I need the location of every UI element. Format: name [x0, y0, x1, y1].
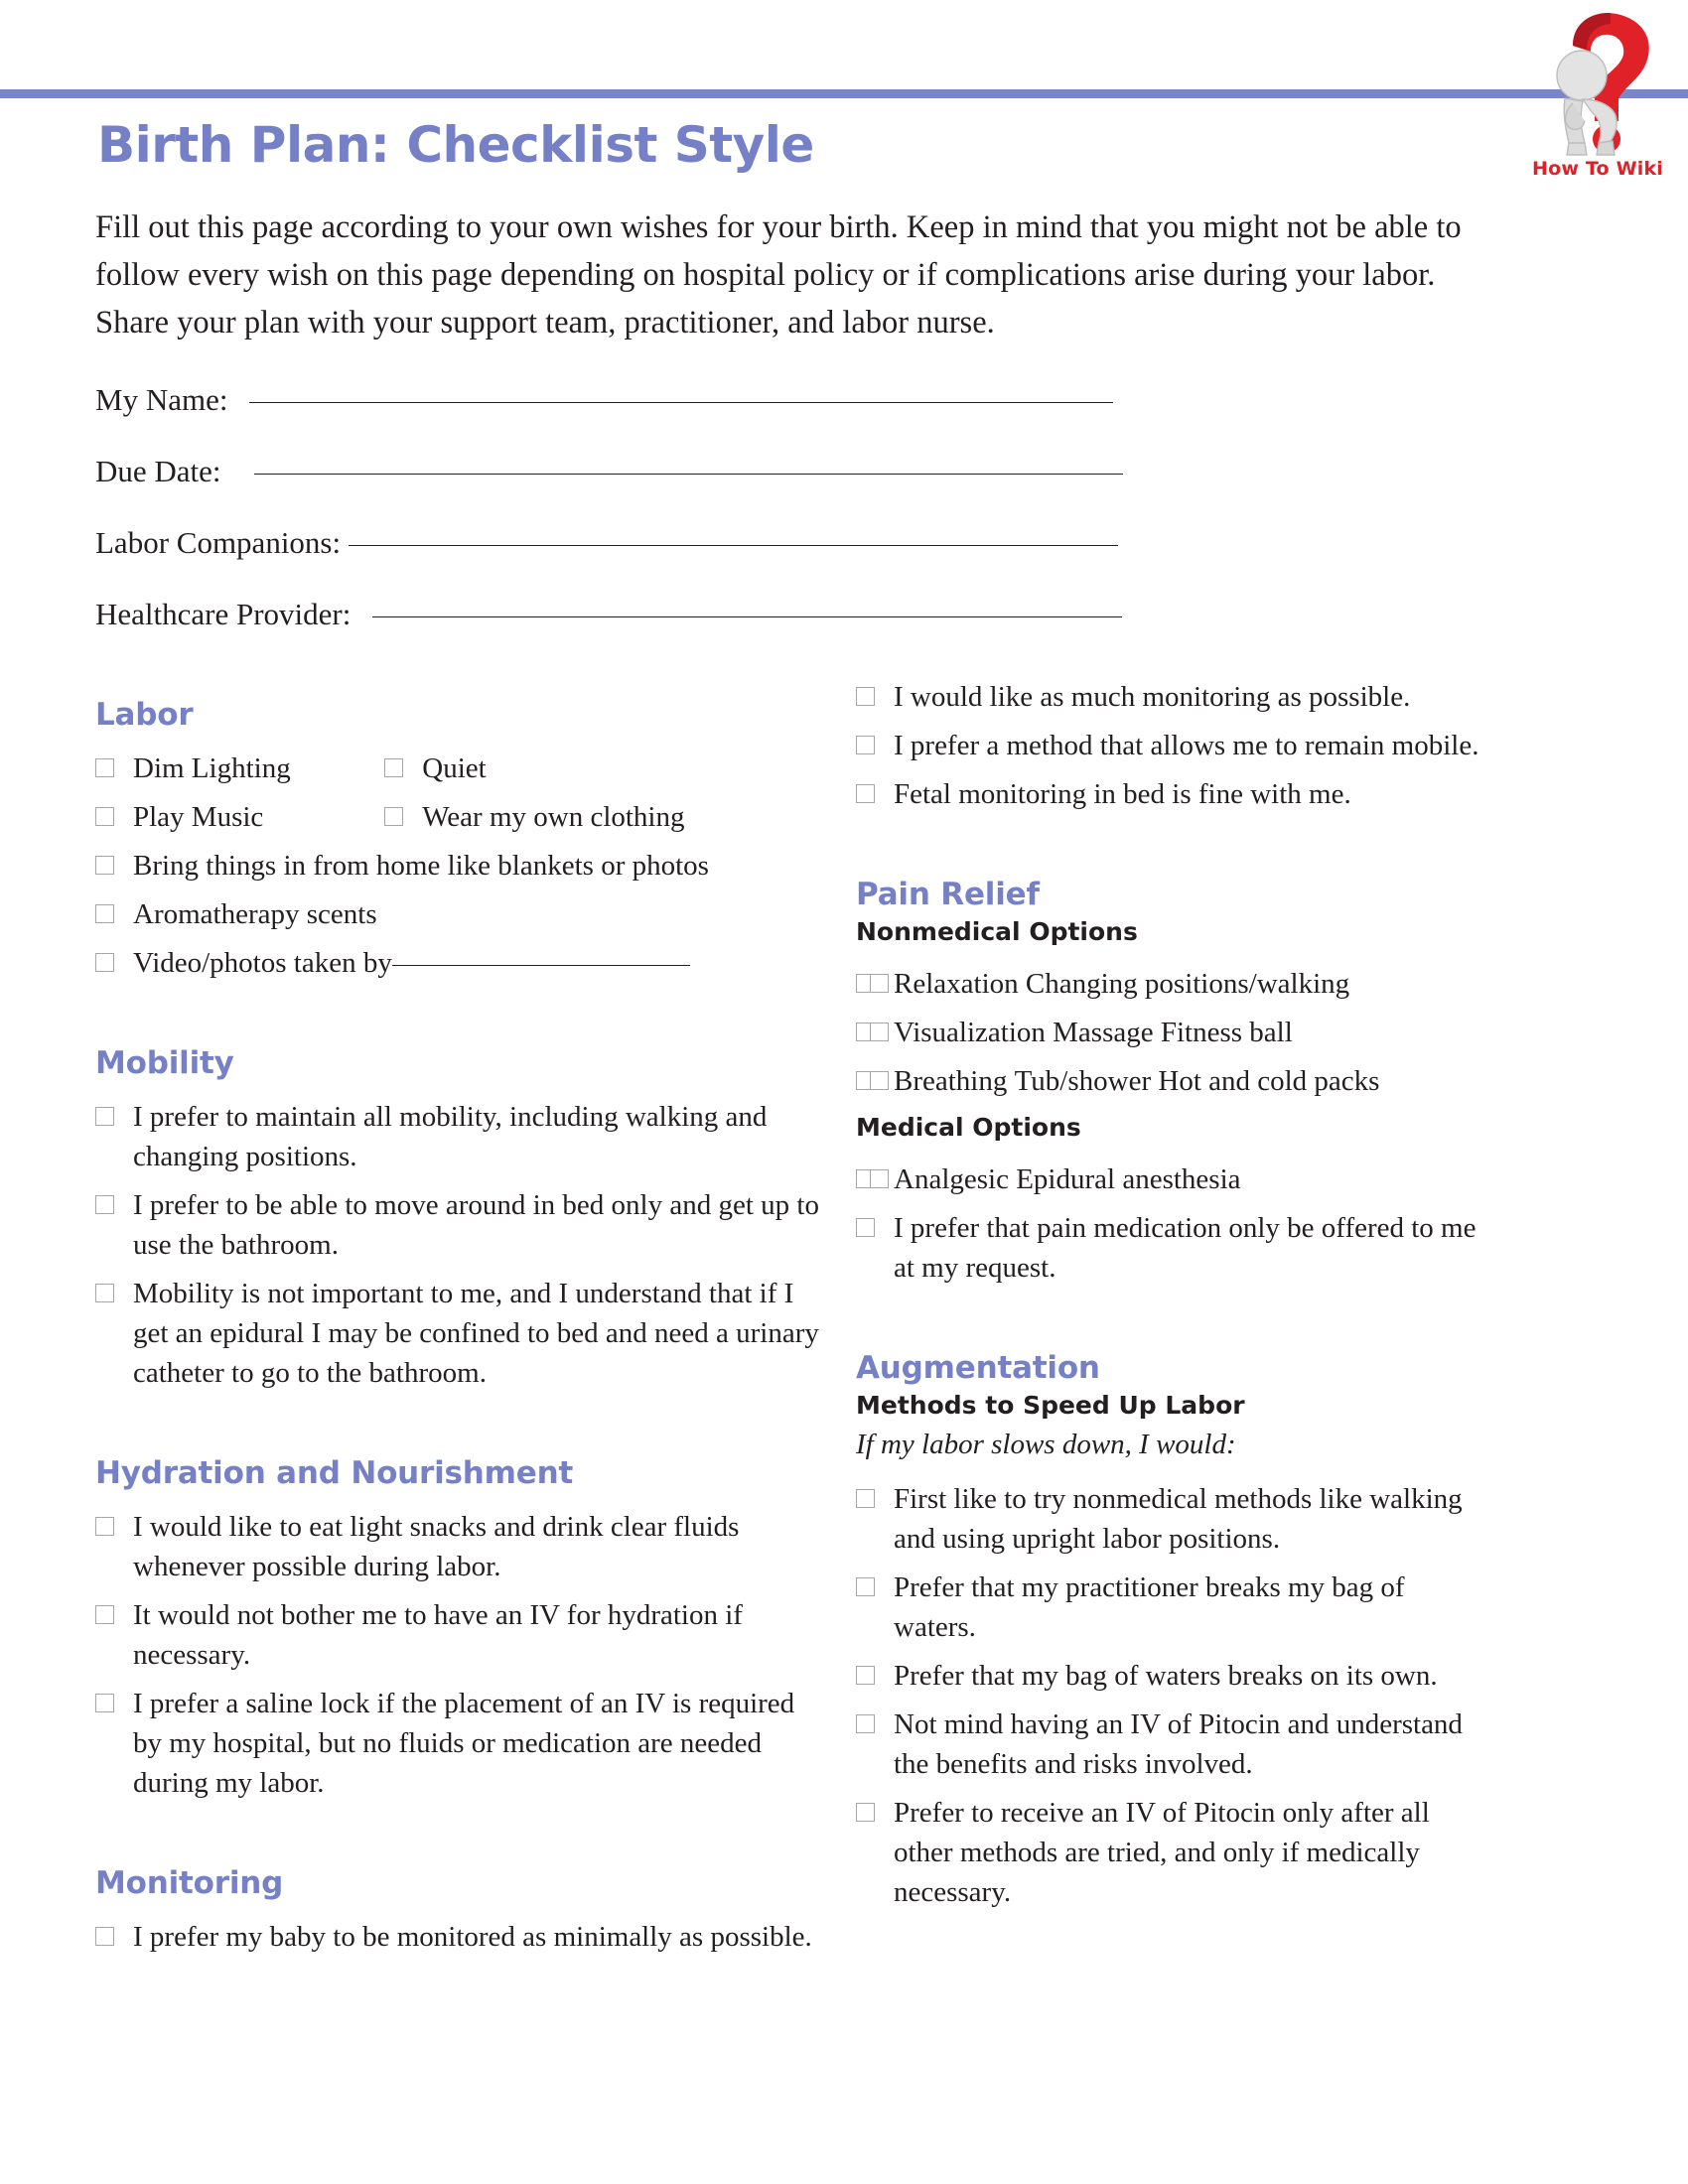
checkbox-icon[interactable] — [870, 974, 889, 993]
subsection-heading-methods-to-speed-up-labor: Methods to Speed Up Labor — [856, 1391, 1245, 1420]
checkbox-icon[interactable] — [856, 1666, 875, 1685]
checkbox-row-play-music[interactable] — [95, 797, 377, 837]
checkbox-label: Fetal monitoring in bed is fine with me. — [894, 778, 1351, 810]
checkbox-icon[interactable] — [870, 1023, 889, 1041]
list-item[interactable] — [856, 774, 1491, 814]
list-item[interactable] — [95, 1507, 830, 1586]
checkbox-icon[interactable] — [95, 1284, 114, 1302]
checkbox-label: It would not bother me to have an IV for hydration if necessary. — [133, 1599, 743, 1671]
checkbox-icon[interactable] — [856, 687, 875, 706]
video-photos-blank-line[interactable] — [392, 965, 690, 966]
right-column — [856, 681, 1491, 1921]
checkbox-icon[interactable] — [856, 784, 875, 803]
section-heading-labor: Labor — [95, 697, 194, 733]
intro-paragraph: Fill out this page according to your own wishes for your birth. Keep in mind that you might not be able to follow every wish on this page depending on hospital policy or if complications arise during your labor. Share your plan with your support team, practitioner, and labor nurse. — [95, 209, 1462, 341]
list-item[interactable] — [95, 1274, 830, 1393]
checkbox-icon[interactable] — [95, 953, 114, 972]
list-item[interactable] — [856, 1793, 1491, 1912]
checkbox-label: Analgesic — [894, 1163, 1009, 1195]
section-heading-monitoring: Monitoring — [95, 1865, 284, 1901]
checkbox-icon[interactable] — [95, 1927, 114, 1946]
list-item[interactable] — [95, 1185, 830, 1265]
checkbox-icon[interactable] — [95, 807, 114, 826]
checkbox-icon[interactable] — [856, 1218, 875, 1237]
list-item[interactable] — [95, 1097, 830, 1176]
checkbox-icon[interactable] — [856, 736, 875, 754]
logo-caption: How To Wiki — [1531, 158, 1664, 180]
section-heading-hydration-and-nourishment: Hydration and Nourishment — [95, 1455, 574, 1491]
checkbox-icon[interactable] — [95, 1694, 114, 1712]
checkbox-label: I prefer a saline lock if the placement of an IV is required by my hospital, but no fluids or medication are needed during my labor. — [133, 1688, 795, 1799]
field-rule-labor-companions[interactable] — [349, 545, 1118, 546]
checklist-nonmedical-options — [856, 964, 1491, 1101]
header-accent-rule — [0, 89, 1688, 98]
checkbox-label: I would like as much monitoring as possible. — [894, 681, 1411, 713]
checkbox-label: Video/photos taken by — [133, 947, 392, 979]
checkbox-label: I prefer to be able to move around in bed only and get up to use the bathroom. — [133, 1189, 819, 1261]
checkbox-label: Play Music — [133, 801, 264, 833]
list-item[interactable] — [856, 1656, 1491, 1696]
field-rule-my-name[interactable] — [249, 402, 1113, 403]
augmentation-lead-text: If my labor slows down, I would: — [856, 1429, 1236, 1460]
checkbox-label: Tub/shower — [1014, 1065, 1152, 1097]
list-item[interactable] — [95, 846, 830, 886]
field-label-labor-companions: Labor Companions: — [95, 525, 342, 560]
question-mark-figure-icon — [1525, 4, 1670, 163]
checkbox-icon[interactable] — [95, 856, 114, 875]
list-item[interactable] — [856, 677, 1491, 717]
checkbox-label: Mobility is not important to me, and I understand that if I get an epidural I may be confined to bed and need a urinary catheter to go to the bathroom. — [133, 1278, 819, 1389]
checkbox-label: Epidural anesthesia — [1016, 1163, 1241, 1195]
checkbox-label: Quiet — [422, 752, 487, 784]
list-item[interactable] — [856, 726, 1491, 765]
checkbox-label: Massage — [1053, 1017, 1154, 1048]
list-item[interactable] — [95, 749, 830, 788]
list-item[interactable] — [95, 943, 830, 983]
checkbox-icon[interactable] — [856, 1577, 875, 1596]
list-item[interactable] — [95, 1595, 830, 1675]
checkbox-icon[interactable] — [95, 1195, 114, 1214]
checkbox-label: Prefer that my practitioner breaks my bag of waters. — [894, 1571, 1405, 1643]
checkbox-label: Not mind having an IV of Pitocin and understand the benefits and risks involved. — [894, 1708, 1463, 1780]
list-item[interactable] — [856, 1208, 1491, 1288]
checkbox-icon[interactable] — [856, 1714, 875, 1733]
checklist-monitoring — [95, 1917, 830, 1957]
field-label-healthcare-provider: Healthcare Provider: — [95, 597, 352, 631]
checkbox-icon[interactable] — [384, 807, 403, 826]
field-label-my-name: My Name: — [95, 382, 228, 417]
list-item[interactable] — [95, 1684, 830, 1803]
checkbox-icon[interactable] — [856, 1803, 875, 1822]
checkbox-label: I prefer to maintain all mobility, including walking and changing positions. — [133, 1101, 768, 1172]
checkbox-row-dim-lighting[interactable] — [95, 749, 377, 788]
checkbox-icon[interactable] — [95, 1605, 114, 1624]
list-item[interactable] — [856, 1568, 1491, 1647]
list-item[interactable] — [95, 1917, 830, 1957]
checkbox-label: Breathing — [894, 1065, 1008, 1097]
checklist-hydration — [95, 1507, 830, 1803]
list-item[interactable] — [856, 1061, 1491, 1101]
checkbox-label: Bring things in from home like blankets or photos — [133, 850, 709, 882]
checklist-medical-options — [856, 1160, 1491, 1288]
field-row-labor-companions — [95, 525, 1485, 597]
how-to-wiki-logo — [1525, 4, 1670, 193]
checkbox-label: Prefer that my bag of waters breaks on its own. — [894, 1660, 1438, 1692]
checkbox-label: Changing positions/walking — [1025, 968, 1350, 1000]
list-item[interactable] — [856, 1479, 1491, 1559]
field-rule-healthcare-provider[interactable] — [372, 616, 1122, 617]
checkbox-icon[interactable] — [95, 904, 114, 923]
subsection-heading-medical-options: Medical Options — [856, 1113, 1081, 1142]
field-row-healthcare-provider — [95, 597, 1485, 668]
list-item[interactable] — [856, 1013, 1491, 1052]
list-item[interactable] — [856, 1705, 1491, 1784]
checkbox-icon[interactable] — [95, 758, 114, 777]
checklist-labor — [95, 749, 830, 983]
checklist-augmentation — [856, 1479, 1491, 1912]
section-heading-mobility: Mobility — [95, 1045, 234, 1081]
checkbox-label: I would like to eat light snacks and drink clear fluids whenever possible during labor. — [133, 1511, 740, 1582]
left-column — [95, 695, 830, 1966]
list-item[interactable] — [95, 797, 830, 837]
checkbox-label: I prefer that pain medication only be offered to me at my request. — [894, 1212, 1477, 1284]
checkbox-label: Aromatherapy scents — [133, 898, 377, 930]
subsection-heading-nonmedical-options: Nonmedical Options — [856, 917, 1138, 946]
checklist-mobility — [95, 1097, 830, 1393]
page-title: Birth Plan: Checklist Style — [97, 116, 814, 174]
field-row-due-date — [95, 454, 1485, 525]
checkbox-icon[interactable] — [95, 1517, 114, 1536]
checkbox-label: I prefer my baby to be monitored as minimally as possible. — [133, 1921, 812, 1953]
checkbox-icon[interactable] — [856, 1489, 875, 1508]
fill-in-fields — [95, 382, 1485, 668]
checkbox-icon[interactable] — [870, 1071, 889, 1090]
checkbox-icon[interactable] — [95, 1107, 114, 1126]
checkbox-label: Wear my own clothing — [422, 801, 685, 833]
checkbox-label: Visualization — [894, 1017, 1046, 1048]
field-label-due-date: Due Date: — [95, 454, 221, 488]
list-item[interactable] — [856, 1160, 1491, 1199]
checkbox-label: I prefer a method that allows me to remain mobile. — [894, 730, 1479, 761]
section-heading-pain-relief: Pain Relief — [856, 877, 1040, 912]
checkbox-icon[interactable] — [870, 1169, 889, 1188]
field-rule-due-date[interactable] — [254, 474, 1123, 475]
field-row-my-name — [95, 382, 1485, 454]
checklist-monitoring-continued — [856, 677, 1491, 814]
list-item[interactable] — [95, 894, 830, 934]
section-heading-augmentation: Augmentation — [856, 1350, 1100, 1386]
checkbox-label: Dim Lighting — [133, 752, 291, 784]
checkbox-icon[interactable] — [384, 758, 403, 777]
list-item[interactable] — [856, 964, 1491, 1004]
checkbox-row-quiet[interactable] — [384, 749, 486, 788]
checkbox-row-wear-own-clothing[interactable] — [384, 797, 684, 837]
checkbox-label: Relaxation — [894, 968, 1019, 1000]
checkbox-label: Fitness ball — [1160, 1017, 1293, 1048]
checkbox-label: Prefer to receive an IV of Pitocin only after all other methods are tried, and only if medically necessary. — [894, 1797, 1430, 1908]
checkbox-label: Hot and cold packs — [1158, 1065, 1380, 1097]
checkbox-label: First like to try nonmedical methods like walking and using upright labor positions. — [894, 1483, 1463, 1555]
